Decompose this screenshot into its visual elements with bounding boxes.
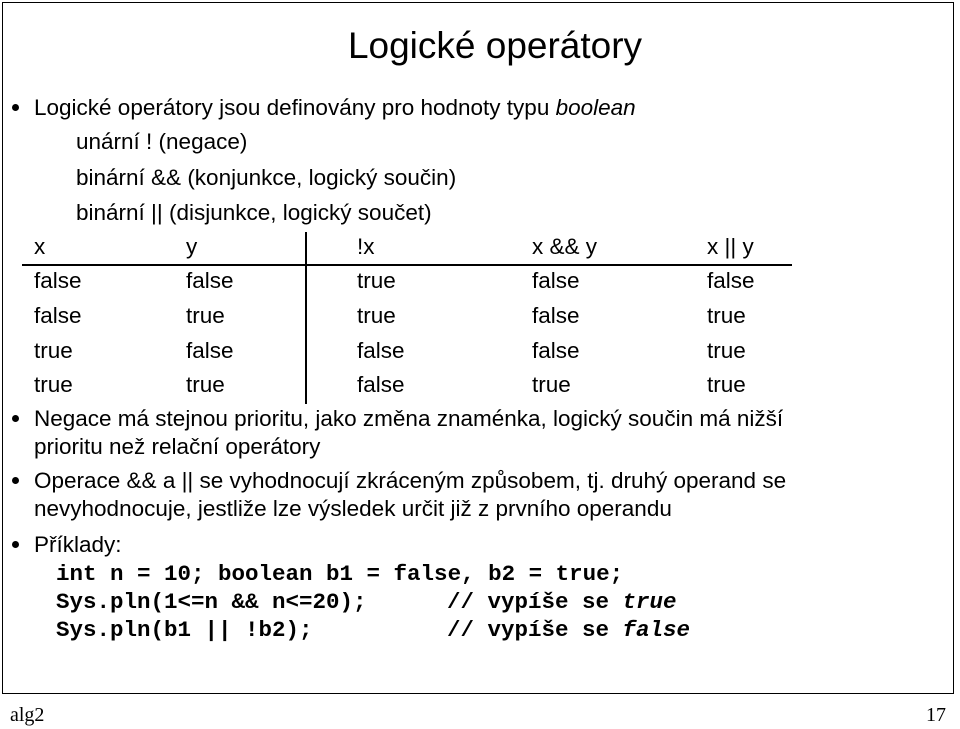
footer-page-number: 17 [926, 704, 946, 726]
bullet3-line-2: nevyhodnocuje, jestliže lze výsledek určit již z prvního operandu [34, 496, 672, 521]
bullet1-intro: Logické operátory jsou definovány pro hodnoty typu boolean [34, 95, 636, 120]
table-header-rule [22, 264, 792, 266]
code-line-2-main: Sys.pln(1<=n && n<=20); [56, 589, 367, 615]
table-cell: false [532, 303, 580, 328]
table-cell: false [532, 268, 580, 293]
bullet1-line-1: unární ! (negace) [76, 129, 248, 154]
table-header-x: x [34, 234, 46, 259]
code-line-3-comment: // vypíše se false [447, 617, 691, 643]
bullet1-line-3: binární || (disjunkce, logický součet) [76, 200, 432, 225]
table-cell: false [34, 303, 82, 328]
table-header-and: x && y [532, 234, 598, 259]
table-header-y: y [186, 234, 198, 259]
table-cell: true [707, 303, 746, 328]
table-cell: true [707, 372, 746, 397]
bullet3-line-1: Operace && a || se vyhodnocují zkráceným způsobem, tj. druhý operand se [34, 468, 787, 493]
table-cell: true [532, 372, 571, 397]
bullet-dot-1 [12, 104, 19, 111]
table-cell: false [357, 338, 405, 363]
bullet1-line-2: binární && (konjunkce, logický součin) [76, 165, 457, 190]
table-cell: false [707, 268, 755, 293]
code-line-1: int n = 10; boolean b1 = false, b2 = true; [56, 561, 624, 587]
table-cell: false [532, 338, 580, 363]
table-cell: false [186, 338, 234, 363]
table-column-rule [305, 232, 307, 404]
table-cell: true [357, 303, 396, 328]
table-header-or: x || y [707, 234, 754, 259]
bullet2-line-1: Negace má stejnou prioritu, jako změna znaménka, logický součin má nižší [34, 406, 784, 431]
table-cell: true [357, 268, 396, 293]
table-cell: true [34, 372, 73, 397]
table-cell: true [34, 338, 73, 363]
code-line-3-main: Sys.pln(b1 || !b2); [56, 617, 313, 643]
code-line-2-comment: // vypíše se true [447, 589, 677, 615]
footer-course-label: alg2 [10, 704, 45, 726]
slide-title: Logické operátory [347, 25, 643, 66]
table-cell: false [34, 268, 82, 293]
table-cell: true [186, 303, 225, 328]
table-cell: true [707, 338, 746, 363]
bullet-dot-3 [12, 477, 19, 484]
examples-label: Příklady: [34, 532, 122, 557]
table-cell: false [186, 268, 234, 293]
table-cell: true [186, 372, 225, 397]
table-cell: false [357, 372, 405, 397]
bullet2-line-2: prioritu než relační operátory [34, 434, 321, 459]
table-header-not-x: !x [357, 234, 375, 259]
bullet-dot-4 [12, 541, 19, 548]
bullet-dot-2 [12, 415, 19, 422]
